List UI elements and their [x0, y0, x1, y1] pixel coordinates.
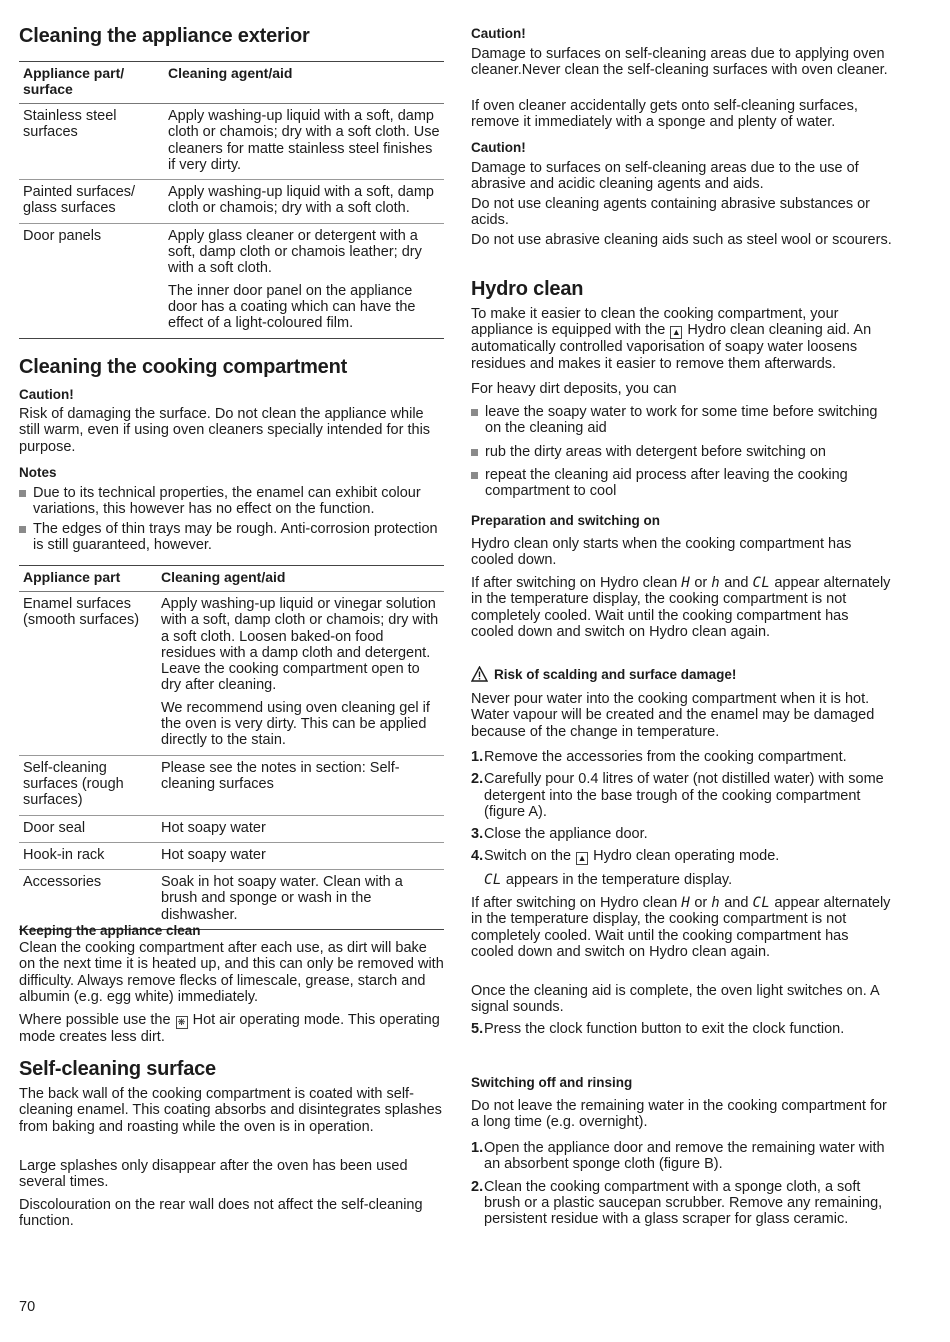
table-row — [19, 592, 444, 756]
table-row — [19, 223, 444, 338]
list-item: repeat the cleaning aid process after leaving the cooking compartment to cool — [471, 467, 895, 500]
if-before: If after switching on Hydro clean — [471, 575, 678, 591]
keeping-label: Keeping the appliance clean — [19, 923, 201, 938]
selfclean-para: Large splashes only disappear after the oven has been used several times. — [19, 1158, 408, 1191]
agent-text: Apply glass cleaner or detergent with a soft, damp cloth or chamois leather; dry with a soft cloth. — [168, 227, 422, 277]
step-number: 5. — [471, 1021, 484, 1037]
agent-cell — [157, 870, 444, 930]
compartment-header-part: Appliance part — [19, 566, 157, 592]
switchoff-text: Do not leave the remaining water in the cooking compartment for a long time (e.g. overnight). — [471, 1098, 887, 1131]
display-CL: CL — [752, 575, 771, 591]
heavy-text: For heavy dirt deposits, you can — [471, 381, 677, 397]
keeping-text: Clean the cooking compartment after each use, as dirt will bake on the next time it is heated up, and this can only be removed with difficulty. Always remove flecks of limescale, grease, starch and albumin (e.g. egg white) immediately. — [19, 940, 444, 1005]
part-cell: Door seal — [19, 815, 157, 842]
display-h: h — [711, 575, 721, 591]
cl-appears-text — [471, 872, 895, 888]
notes-list — [19, 485, 444, 553]
or-text: or — [694, 575, 708, 591]
steps-list — [471, 1021, 895, 1037]
agent-cell — [157, 842, 444, 869]
agent-text: Hot soapy water — [161, 846, 266, 863]
cl-appears: appears in the temperature display. — [505, 872, 733, 888]
step-text: Clean the cooking compartment with a sponge cloth, a soft brush or a plastic saucepan scrubber. Remove any remaining, persistent residue with a glass scraper for glass ceramic. — [484, 1178, 883, 1228]
selfclean-para: Discolouration on the rear wall does not affect the self-cleaning function. — [19, 1197, 423, 1230]
warning-text: Never pour water into the cooking compartment when it is hot. Water vapour will be created and the enamel may be damaged because of the change in temperature. — [471, 691, 875, 740]
compartment-table — [19, 565, 444, 930]
caution-text: Do not use abrasive cleaning aids such as steel wool or scourers. — [471, 232, 892, 248]
compartment-header-agent: Cleaning agent/aid — [157, 566, 444, 592]
step-text: Switch on the — [484, 848, 572, 865]
caution-text: Risk of damaging the surface. Do not clean the appliance while still warm, even if using oven cleaners specially intended for this purpose. — [19, 406, 431, 455]
warning-icon — [471, 666, 488, 682]
agent-cell — [157, 815, 444, 842]
step-text: Press the clock function button to exit the clock function. — [484, 1021, 845, 1037]
caution-text: Damage to surfaces on self-cleaning areas due to applying oven cleaner.Never clean the self-cleaning surfaces with oven cleaner. — [471, 46, 888, 79]
caution-label: Caution! — [471, 140, 526, 155]
step-number: 4. — [471, 848, 484, 865]
list-item: leave the soapy water to work for some time before switching on the cleaning aid — [471, 404, 895, 437]
display-H: H — [681, 575, 691, 591]
caution-text: Damage to surfaces on self-cleaning areas due to the use of abrasive and acidic cleaning agents and aids. — [471, 160, 859, 193]
warning-heading — [471, 666, 895, 683]
display-CL: CL — [752, 895, 771, 911]
list-item — [471, 1140, 895, 1173]
list-item — [471, 1021, 895, 1037]
agent-text: Please see the notes in section: Self-cleaning surfaces — [161, 759, 400, 792]
step-number: 2. — [471, 1178, 484, 1195]
step-text: Hydro clean operating mode. — [593, 848, 780, 865]
warning-label: Risk of scalding and surface damage! — [494, 667, 737, 682]
hotair-text — [19, 1012, 444, 1045]
or-text: or — [694, 895, 708, 911]
table-row — [19, 755, 444, 815]
prep-label: Preparation and switching on — [471, 513, 661, 528]
hydro-intro-before: To make it easier to clean the cooking compartment, your appliance is equipped with the — [471, 306, 839, 339]
and-text: and — [724, 895, 749, 911]
hydro-clean-icon: ▲ — [577, 853, 587, 864]
part-cell: Stainless steel surfaces — [19, 104, 164, 180]
step-number: 1. — [471, 749, 484, 765]
caution-label: Caution! — [19, 387, 74, 402]
if-text — [471, 575, 895, 640]
caution-label: Caution! — [471, 26, 526, 41]
part-cell: Hook-in rack — [19, 842, 157, 869]
part-cell: Enamel surfaces (smooth surfaces) — [19, 592, 157, 756]
rinse-steps-list — [471, 1140, 895, 1227]
tips-list — [471, 404, 895, 499]
display-h: h — [711, 895, 721, 911]
hot-air-icon: ❋ — [176, 1016, 188, 1029]
step-text: Close the appliance door. — [484, 826, 648, 843]
step-number: 3. — [471, 826, 484, 843]
caution-text: If oven cleaner accidentally gets onto self-cleaning surfaces, remove it immediately with a sponge and plenty of water. — [471, 98, 858, 131]
list-item — [471, 749, 895, 765]
part-cell: Self-cleaning surfaces (rough surfaces) — [19, 755, 157, 815]
and-text: and — [724, 575, 749, 591]
agent-text: Apply washing-up liquid with a soft, damp cloth or chamois; dry with a soft cloth. Use cleaners for matte stainless steel finishes if very dirty. — [168, 108, 440, 173]
table-row — [19, 870, 444, 930]
agent-text: Hot soapy water — [161, 819, 266, 836]
hydro-intro-after: Hydro clean cleaning aid. An automatically controlled vaporisation of soapy water loosens residues and makes it easier to remove them afterwards. — [471, 322, 872, 372]
list-item — [471, 1179, 895, 1228]
hotair-after: Hot air operating mode. This operating mode creates less dirt. — [19, 1012, 440, 1045]
display-H: H — [681, 895, 691, 911]
list-item — [471, 771, 895, 820]
display-CL: CL — [484, 872, 502, 888]
agent-cell — [164, 223, 444, 338]
if-after: appear alternately in the temperature display, the cooking compartment is not completely cooled. Wait until the cooking compartment has cooled down and switch on Hydro clean again. — [471, 575, 891, 640]
page-number: 70 — [19, 1299, 36, 1315]
steps-list — [471, 749, 895, 865]
table-row — [19, 180, 444, 224]
part-cell: Painted surfaces/ glass surfaces — [19, 180, 164, 224]
list-item — [471, 848, 895, 865]
agent-text: The inner door panel on the appliance door has a coating which can have the effect of a light-coloured film. — [168, 282, 416, 332]
if-after: appear alternately in the temperature display, the cooking compartment is not completely cooled. Wait until the cooking compartment has cooled down and switch on Hydro clean again. — [471, 895, 891, 960]
step-number: 1. — [471, 1140, 484, 1156]
agent-cell — [164, 104, 444, 180]
exterior-header-part: Appliance part/ surface — [19, 62, 164, 104]
if-text — [471, 895, 895, 960]
exterior-table — [19, 61, 444, 339]
list-item: The edges of thin trays may be rough. Anti-corrosion protection is still guaranteed, however. — [19, 521, 444, 554]
step-number: 2. — [471, 771, 484, 788]
step-text: Remove the accessories from the cooking compartment. — [484, 749, 847, 765]
part-cell: Accessories — [19, 870, 157, 930]
switchoff-label: Switching off and rinsing — [471, 1075, 633, 1090]
exterior-title: Cleaning the appliance exterior — [19, 25, 310, 47]
compartment-title: Cleaning the cooking compartment — [19, 356, 348, 378]
agent-text: Soak in hot soapy water. Clean with a brush and sponge or wash in the dishwasher. — [161, 874, 403, 923]
notes-label: Notes — [19, 465, 57, 480]
step-text: Carefully pour 0.4 litres of water (not distilled water) with some detergent into the base trough of the cooking compartment (figure A). — [484, 771, 884, 820]
hydro-intro — [471, 306, 895, 372]
selfclean-title: Self-cleaning surface — [19, 1058, 216, 1080]
if-before: If after switching on Hydro clean — [471, 895, 678, 911]
list-item: Due to its technical properties, the enamel can exhibit colour variations, this however has no effect on the function. — [19, 485, 444, 518]
agent-text: Apply washing-up liquid or vinegar solution with a soft, damp cloth or chamois; dry with a soft cloth. Loosen baked-on food residues with a damp cloth and detergent. Leave the cooking compartment open to dry after cleaning. — [161, 596, 439, 694]
hydro-title: Hydro clean — [471, 278, 584, 300]
exterior-header-agent: Cleaning agent/aid — [164, 62, 444, 104]
step-text: Open the appliance door and remove the remaining water with an absorbent sponge cloth (figure B). — [484, 1140, 885, 1173]
table-row — [19, 815, 444, 842]
list-item — [471, 826, 895, 842]
agent-text: We recommend using oven cleaning gel if the oven is very dirty. This can be applied directly to the stain. — [161, 699, 430, 749]
agent-cell — [157, 592, 444, 756]
complete-text: Once the cleaning aid is complete, the oven light switches on. A signal sounds. — [471, 983, 879, 1016]
selfclean-para: The back wall of the cooking compartment is coated with self-cleaning enamel. This coating absorbs and disintegrates splashes from baking and roasting while the oven is in operation. — [19, 1086, 442, 1135]
hotair-before: Where possible use the — [19, 1012, 171, 1028]
agent-cell — [164, 180, 444, 224]
table-row — [19, 104, 444, 180]
part-cell: Door panels — [19, 223, 164, 338]
agent-text: Apply washing-up liquid with a soft, damp cloth or chamois; dry with a soft cloth. — [168, 184, 434, 217]
prep-text: Hydro clean only starts when the cooking compartment has cooled down. — [471, 536, 852, 569]
agent-cell — [157, 755, 444, 815]
list-item: rub the dirty areas with detergent before switching on — [471, 444, 895, 460]
hydro-clean-icon: ▲ — [671, 327, 681, 338]
caution-text: Do not use cleaning agents containing abrasive substances or acids. — [471, 196, 871, 229]
table-row — [19, 842, 444, 869]
